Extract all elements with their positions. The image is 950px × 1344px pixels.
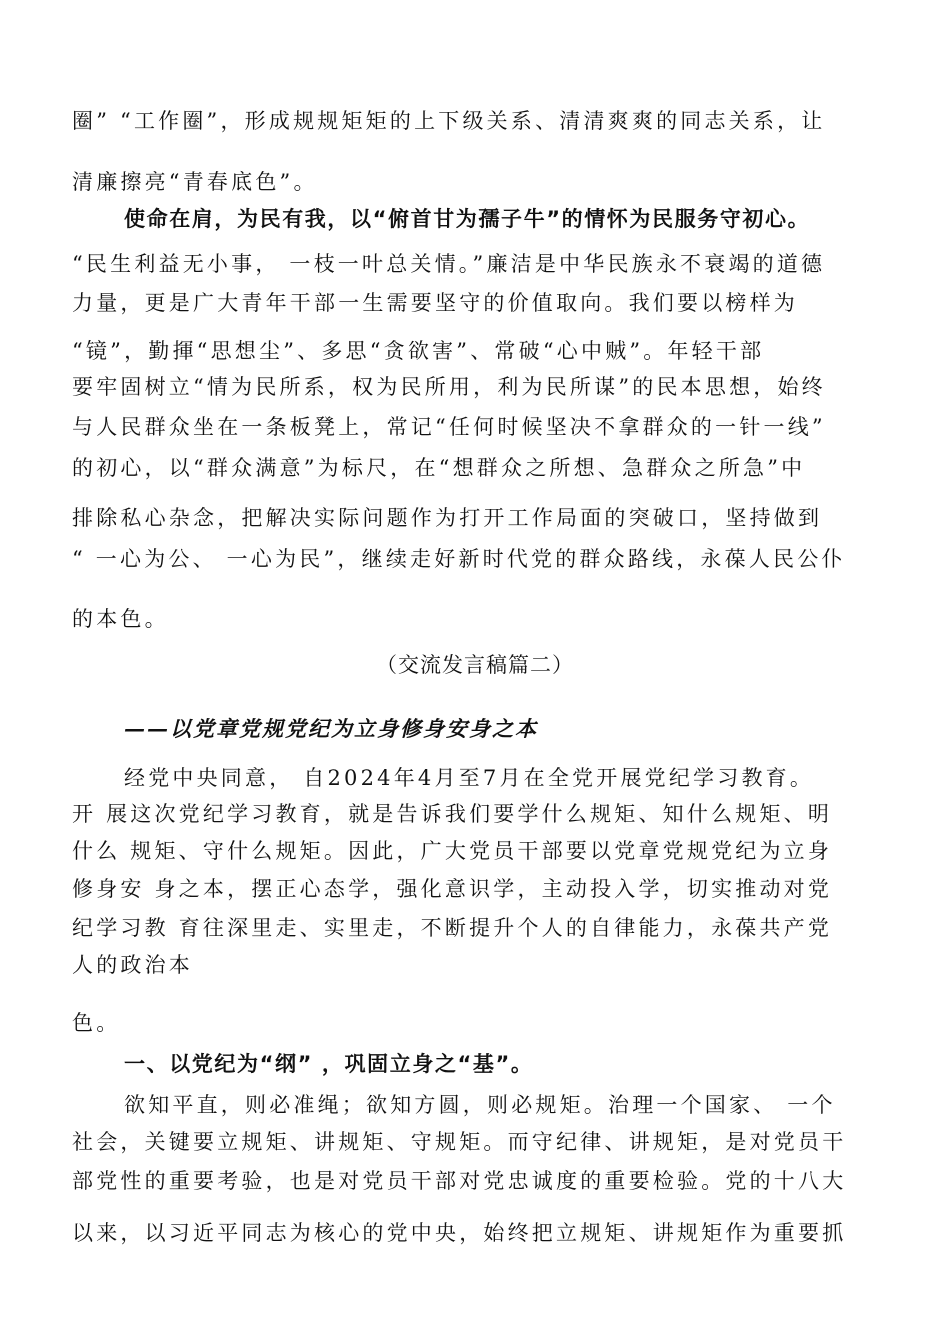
body-text-line: “ 一心为公、 一心为民”，继续走好新时代党的群众路线，永葆人民公仆 (72, 547, 846, 571)
body-text-line: “民生利益无小事， 一枝一叶总关情。”廉洁是中华民族永不衰竭的道德 (72, 252, 826, 276)
body-text-line: 经党中央同意， 自2024年4月至7月在全党开展党纪学习教育。 (124, 766, 815, 790)
body-text-line: 圈” “工作圈”，形成规规矩矩的上下级关系、清清爽爽的同志关系，让 (72, 109, 826, 133)
body-text-line: 部党性的重要考验，也是对党员干部对党忠诚度的重要检验。党的十八大 (72, 1169, 847, 1193)
body-text-line: 与人民群众坐在一条板凳上，常记“任何时候坚决不拿群众的一针一线” (72, 415, 826, 439)
body-text-line: 要牢固树立“情为民所系，权为民所用，利为民所谋”的民本思想，始终 (72, 375, 826, 399)
section-heading: 一、以党纪为“纲” ，巩固立身之“基”。 (124, 1052, 534, 1076)
body-text-line: 什么 规矩、守什么规矩。因此，广大党员干部要以党章党规党纪为立身 (72, 839, 833, 863)
document-title: （交流发言稿篇二） (376, 653, 574, 677)
body-text-line: 力量，更是广大青年干部一生需要坚守的价值取向。我们要以榜样为 (72, 291, 798, 315)
body-text-line: 以来，以习近平同志为核心的党中央，始终把立规矩、讲规矩作为重要抓 (72, 1221, 847, 1245)
body-text-line: 清廉擦亮“青春底色”。 (72, 170, 318, 194)
body-text-line: 排除私心杂念，把解决实际问题作为打开工作局面的突破口，坚持做到 (72, 506, 823, 530)
document-subtitle: ——以党章党规党纪为立身修身安身之本 (124, 716, 538, 741)
body-text-line: “镜”，勤揮“思想尘”、多思“贪欲害”、常破“心中贼”。年轻干部 (72, 339, 765, 363)
body-text-line: 社会，关键要立规矩、讲规矩、守规矩。而守纪律、讲规矩，是对党员干 (72, 1130, 847, 1154)
body-text-line: 人的政治本 (72, 953, 193, 977)
body-text-line: 的本色。 (72, 607, 169, 631)
body-text-line: 纪学习教 育往深里走、实里走，不断提升个人的自律能力，永葆共产党 (72, 916, 833, 940)
body-text-line: 修身安 身之本，摆正心态学，强化意识学，主动投入学，切实推动对党 (72, 877, 833, 901)
body-text-line: 的初心，以“群众满意”为标尺，在“想群众之所想、急群众之所急”中 (72, 456, 806, 480)
body-text-line: 开 展这次党纪学习教育，就是告诉我们要学什么规矩、知什么规矩、明 (72, 802, 833, 826)
body-text-line: 色。 (72, 1011, 121, 1035)
section-heading: 使命在肩，为民有我，以“俯首甘为孺子牛”的情怀为民服务守初心。 (124, 207, 811, 231)
body-text-line: 欲知平直，则必准绳；欲知方圆，则必规矩。治理一个国家、 一个 (124, 1093, 836, 1117)
